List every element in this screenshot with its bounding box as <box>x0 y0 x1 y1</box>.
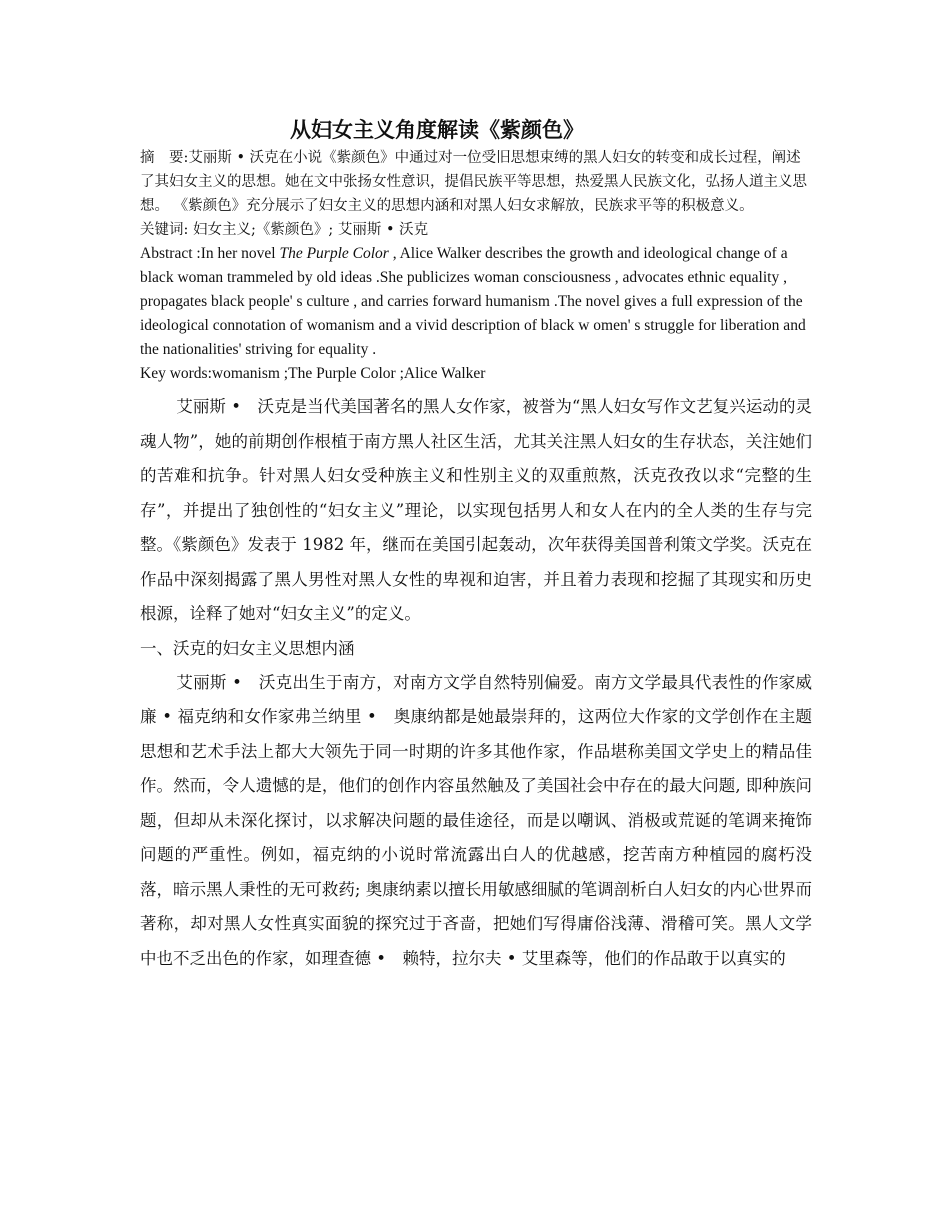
english-abstract-novel-title: The Purple Color <box>279 245 389 262</box>
chinese-keywords: 关键词: 妇女主义;《紫颜色》; 艾丽斯 • 沃克 <box>140 222 429 238</box>
english-abstract-text: , Alice Walker describes the growth and ideological change of a black woman trammeled by old ideas .She publicizes woman consciousness , advocates ethnic equality , propagates black people' s culture , and carries forward humanism .The novel gives a full expression of the ideological connotation of womanism and a vivid description of black w omen' s struggle for liberation and the nationalities' striving for equality . <box>140 245 806 358</box>
abstract-label: 摘 要: <box>140 150 189 166</box>
chinese-abstract <box>140 146 812 218</box>
section-heading-1: 一、沃克的妇女主义思想内涵 <box>140 638 355 658</box>
body-paragraph-2: 艾丽斯 • 沃克出生于南方，对南方文学自然特别偏爱。南方文学最具代表性的作家威廉 • 福克纳和女作家弗兰纳里 • 奥康纳都是她最崇拜的，这两位大作家的文学创作在主题思想和艺术手法上都大大领先于同一时期的许多其他作家，作品堪称美国文学史上的精品佳作。然而，令人遗憾的是，他们的创作内容虽然触及了美国社会中存在的最大问题, 即种族问题，但却从未深化探讨，以求解决问题的最佳途径，而是以嘲讽、消极或荒诞的笔调来掩饰问题的严重性。例如，福克纳的小说时常流露出白人的优越感，挖苦南方种植园的腐朽没落，暗示黑人秉性的无可救药; 奥康纳素以擅长用敏感细腻的笔调剖析白人妇女的内心世界而著称，却对黑人女性真实面貌的探究过于吝啬，把她们写得庸俗浅薄、滑稽可笑。黑人文学中也不乏出色的作家，如理查德 • 赖特，拉尔夫 • 艾里森等，他们的作品敢于以真实的 <box>140 672 812 968</box>
english-abstract-prefix: Abstract :In her novel <box>140 245 280 262</box>
english-keywords: Key words:womanism ;The Purple Color ;Alice Walker <box>140 365 486 382</box>
abstract-text: 艾丽斯 • 沃克在小说《紫颜色》中通过对一位受旧思想束缚的黑人妇女的转变和成长过程，阐述了其妇女主义的思想。她在文中张扬女性意识，提倡民族平等思想，热爱黑人民族文化，弘扬人道主义思想。 《紫颜色》充分展示了妇女主义的思想内涵和对黑人妇女求解放，民族求平等的积极意义。 <box>140 150 807 214</box>
document-title: 从妇女主义角度解读《紫颜色》 <box>290 117 584 142</box>
body-paragraph-1: 艾丽斯 • 沃克是当代美国著名的黑人女作家，被誉为“黑人妇女写作文艺复兴运动的灵魂人物”，她的前期创作根植于南方黑人社区生活，尤其关注黑人妇女的生存状态，关注她们的苦难和抗争。针对黑人妇女受种族主义和性别主义的双重煎熬，沃克孜孜以求“完整的生存”，并提出了独创性的“妇女主义”理论，以实现包括男人和女人在内的全人类的生存与完整。《紫颜色》发表于 1982 年，继而在美国引起轰动，次年获得美国普利策文学奖。沃克在作品中深刻揭露了黑人男性对黑人女性的卑视和迫害，并且着力表现和挖掘了其现实和历史根源，诠释了她对“妇女主义”的定义。 <box>140 397 812 623</box>
document-page <box>140 116 812 976</box>
english-abstract <box>140 242 812 362</box>
